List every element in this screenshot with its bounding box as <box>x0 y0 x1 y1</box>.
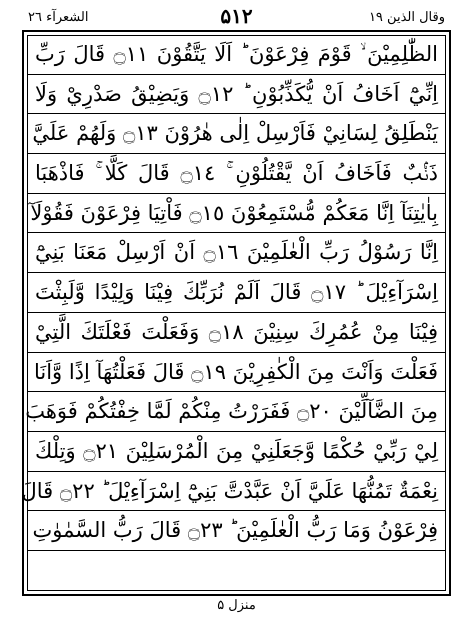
text-line: مِنَ الضَّآلِّيْنَ ۝٢٠ فَفَرَرْتُ مِنْكُمْ لَمَّا خِفْتُكُمْ فَوَهَبَ <box>27 392 446 432</box>
surah-name: الشعرآء ٢٦ <box>28 10 89 25</box>
page-number: ۵۱۲ <box>220 4 253 28</box>
manzil-marker: منزل ۵ <box>217 598 256 613</box>
text-line: اِنَّا رَسُوْلُ رَبِّ الْعٰلَمِيْنَ ۝١٦ اَنْ اَرْسِلْ مَعَنَا بَنِيْٓ <box>27 233 446 273</box>
text-line: يَنْطَلِقُ لِسَانِيْ فَاَرْسِلْ اِلٰى هٰرُوْنَ ۝١٣ وَلَهُمْ عَلَيَّ <box>27 114 446 154</box>
juz-name: وقال الذين ١٩ <box>368 10 445 25</box>
text-line: اِسْرَآءِيْلَ ؕ ۝١٧ قَالَ اَلَمْ نُرَبِّكَ فِيْنَا وَلِيْدًا وَّلَبِثْتَ <box>27 273 446 313</box>
text-line: الظّٰلِمِيْنَ ۙ قَوْمَ فِرْعَوْنَ ؕ اَلَا يَتَّقُوْنَ ۝١١ قَالَ رَبِّ <box>27 35 446 75</box>
text-block <box>21 35 446 591</box>
text-line: ذَنْۢبٌ فَاَخَافُ اَنْ يَّقْتُلُوْنِ ۚ ۝١٤ قَالَ كَلَّا ۚ فَاذْهَبَا <box>27 154 446 194</box>
text-line: اِنِّيْٓ اَخَافُ اَنْ يُّكَذِّبُوْنِ ؕ ۝١٢ وَيَضِيْقُ صَدْرِيْ وَلَا <box>27 75 446 115</box>
text-line: فَعَلْتَ وَاَنْتَ مِنَ الْكٰفِرِيْنَ ۝١٩ قَالَ فَعَلْتُهَآ اِذًا وَّاَنَا <box>27 353 446 393</box>
text-line: نِعْمَةٌ تَمُنُّهَا عَلَيَّ اَنْ عَبَّدْتَّ بَنِيْٓ اِسْرَآءِيْلَ ؕ ۝٢٢ قَالَ <box>27 472 446 512</box>
text-line: لِيْ رَبِّيْ حُكْمًا وَّجَعَلَنِيْ مِنَ الْمُرْسَلِيْنَ ۝٢١ وَتِلْكَ <box>27 432 446 472</box>
text-line: بِاٰيٰتِنَآ اِنَّا مَعَكُمْ مُّسْتَمِعُوْنَ ۝١٥ فَاْتِيَا فِرْعَوْنَ فَقُوْلَآ <box>27 194 446 234</box>
text-line <box>27 551 446 591</box>
page-header <box>28 4 445 30</box>
text-line: فِرْعَوْنُ وَمَا رَبُّ الْعٰلَمِيْنَ ؕ ۝٢٣ قَالَ رَبُّ السَّمٰوٰتِ <box>27 511 446 551</box>
text-line: فِيْنَا مِنْ عُمُرِكَ سِنِيْنَ ۝١٨ وَفَعَلْتَ فَعْلَتَكَ الَّتِيْ <box>27 313 446 353</box>
